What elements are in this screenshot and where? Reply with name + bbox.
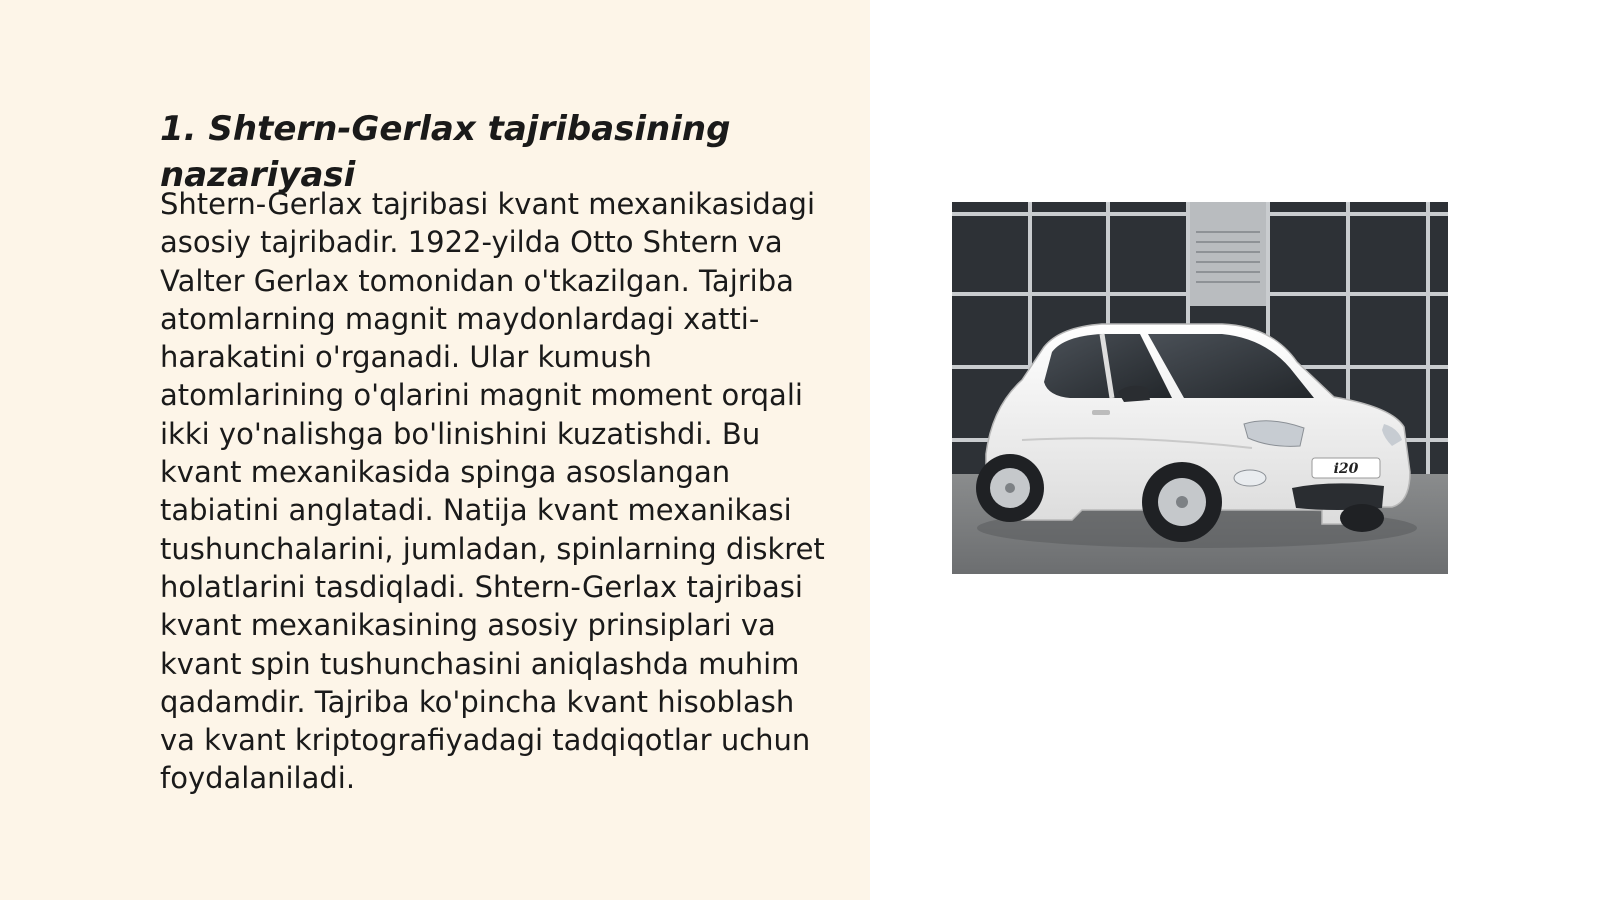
slide-title: 1. Shtern-Gerlax tajribasining nazariyasi [160,109,731,195]
car-far-front-wheel [1340,504,1384,532]
slide-body-text: Shtern-Gerlax tajribasi kvant mexanikasidagi asosiy tajribadir. 1922-yilda Otto Shtern va Valter Gerlax tomonidan o'tkazilgan. Tajriba atomlarning magnit maydonlardagi xatti-harakatini o'rganadi. Ular kumush atomlarining o'qlarini magnit moment orqali ikki yo'nalishga bo'linishini kuzatishdi. Bu kvant mexanikasida spinga asoslangan tabiatini anglatadi. Natija kvant mexanikasi tushunchalarini, jumladan, spinlarning diskret holatlarini tasdiqladi. Shtern-Gerlax tajribasi kvant mexanikasining asosiy prinsiplari va kvant spin tushunchasini aniqlashda muhim qadamdir. Tajriba ko'pincha kvant hisoblash va kvant kriptografiyadagi tadqiqotlar uchun foydalaniladi. [160,187,825,796]
car-front-wheel [1142,462,1222,542]
car-photo [952,202,1448,574]
car-rear-wheel [976,454,1044,522]
car-plate-text: i20 [1333,461,1359,477]
wall-vent [1190,202,1266,306]
